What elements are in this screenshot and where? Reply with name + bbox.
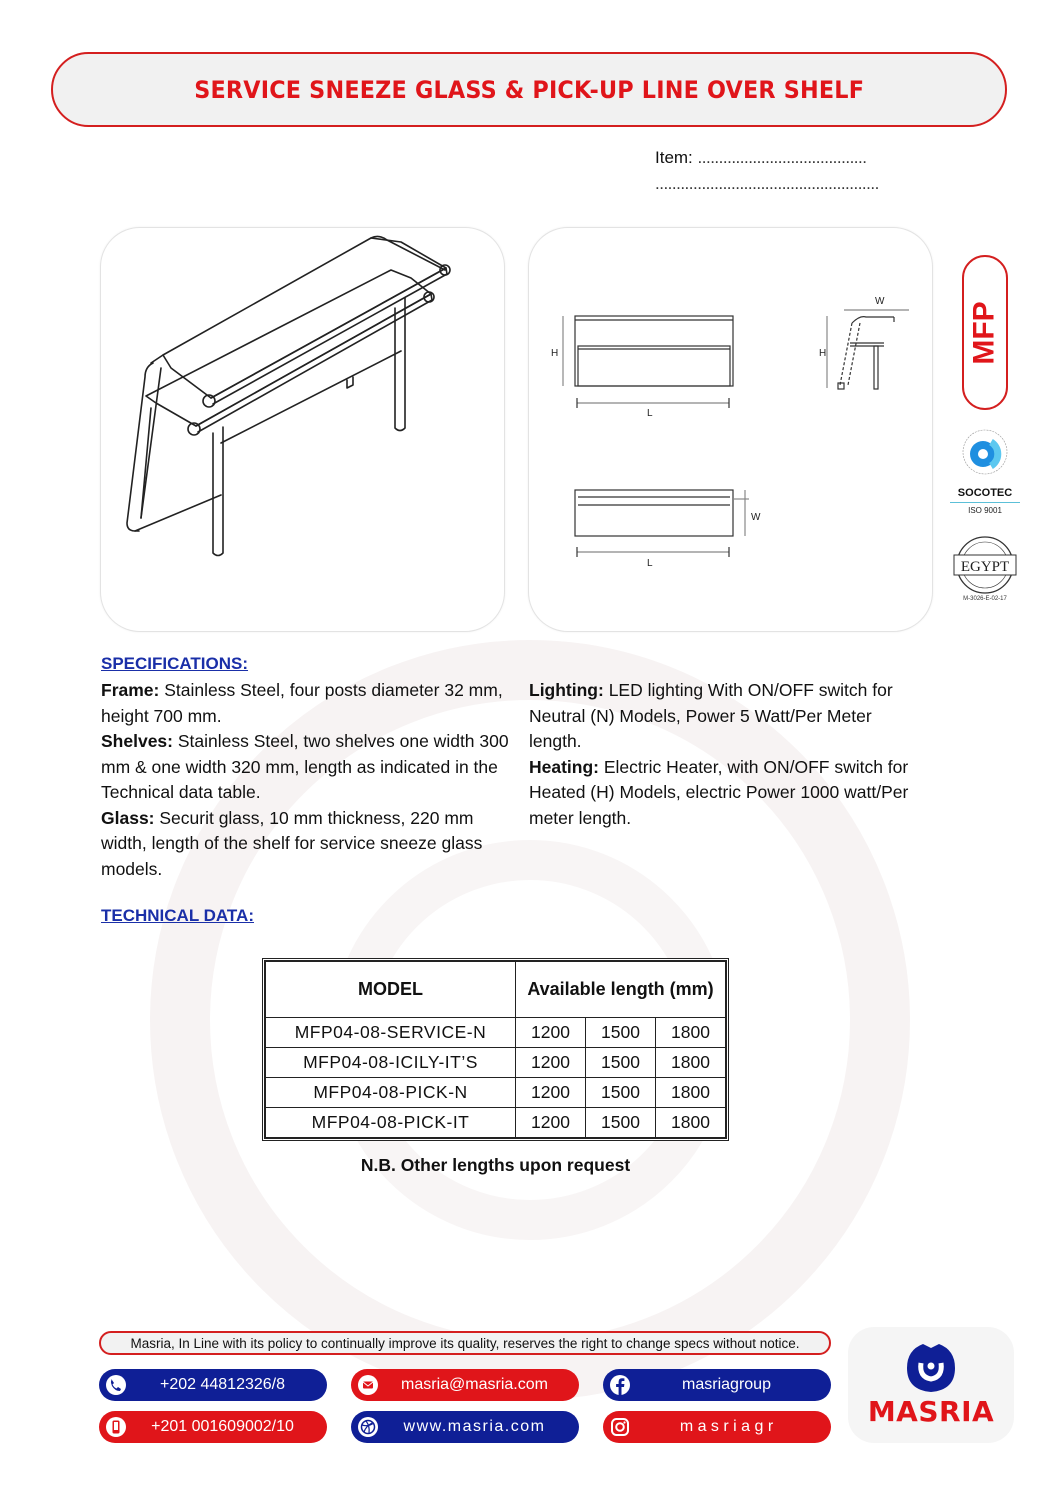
phone-icon [104, 1373, 128, 1397]
series-code-badge [962, 255, 1008, 410]
spec-item [529, 757, 908, 828]
series-code-text: MFP [968, 300, 1002, 365]
instagram-contact[interactable] [603, 1411, 831, 1443]
facebook-icon [608, 1373, 632, 1397]
lengths-note: N.B. Other lengths upon request [360, 1155, 631, 1175]
socotec-icon [955, 420, 1015, 480]
website-contact[interactable] [351, 1411, 579, 1443]
disclaimer-banner [99, 1331, 831, 1355]
page-title: SERVICE SNEEZE GLASS & PICK-UP LINE OVER SHELF [194, 75, 864, 104]
spec-label-lighting: Lighting: [529, 680, 604, 700]
length-cell: 1800 [655, 1078, 725, 1108]
spec-text-heating: Electric Heater, with ON/OFF switch for Heated (H) Models, electric Power 1000 watt/Per meter length. [529, 756, 909, 828]
model-cell: MFP04-08-ICILY-IT’S [266, 1048, 516, 1078]
item-field-dots: ........................................ [697, 148, 867, 167]
email-contact[interactable] [351, 1369, 579, 1401]
email-text: masria@masria.com [401, 1376, 548, 1393]
mobile-contact[interactable] [99, 1411, 327, 1443]
phone-text: +202 44812326/8 [159, 1376, 285, 1393]
spec-item [101, 731, 509, 802]
spec-label-shelves: Shelves: [101, 731, 173, 751]
masria-wordmark: MASRIA [867, 1394, 995, 1428]
technical-views-card [528, 227, 933, 632]
perspective-image-card [100, 227, 505, 632]
specifications-right-column [529, 678, 929, 831]
egypt-text: EGYPT [960, 559, 1010, 575]
length-cell: 1800 [655, 1018, 725, 1048]
specifications-left-column [101, 678, 516, 882]
table-row [266, 1018, 726, 1048]
masria-logo-icon [901, 1343, 961, 1393]
length-cell: 1500 [585, 1078, 655, 1108]
masria-logo-card[interactable] [848, 1327, 1014, 1443]
web-icon [356, 1415, 380, 1439]
length-cell: 1500 [585, 1018, 655, 1048]
spec-label-heating: Heating: [529, 756, 599, 777]
technical-dimension-drawings [529, 228, 934, 633]
socotec-certification-logo [945, 420, 1025, 520]
item-field-row-2[interactable] [655, 174, 945, 200]
shelf-isometric-drawing [101, 228, 506, 633]
length-cell: 1500 [585, 1108, 655, 1138]
table-row [266, 1048, 726, 1078]
specifications-heading: SPECIFICATIONS: [101, 654, 249, 673]
title-banner [51, 52, 1007, 127]
spec-text-frame: Stainless Steel, four posts diameter 32 mm, height 700 mm. [101, 680, 503, 726]
website-text: www.masria.com [403, 1418, 546, 1435]
top-view-width-label: W [751, 512, 761, 523]
length-cell: 1500 [585, 1048, 655, 1078]
side-view-width-label: W [875, 296, 885, 307]
table-row [266, 1108, 726, 1138]
side-view-height-label: H [819, 348, 827, 359]
instagram-icon [608, 1415, 632, 1439]
facebook-contact[interactable] [603, 1369, 831, 1401]
spec-label-frame: Frame: [101, 680, 160, 700]
instagram-text: m a s r i a g r [679, 1418, 774, 1435]
item-label: Item: [655, 148, 693, 167]
length-cell: 1200 [516, 1048, 586, 1078]
spec-item [101, 808, 482, 879]
model-cell: MFP04-08-SERVICE-N [266, 1018, 516, 1048]
length-cell: 1200 [516, 1108, 586, 1138]
egypt-stamp-icon [948, 532, 1022, 602]
length-cell: 1800 [655, 1108, 725, 1138]
length-cell: 1200 [516, 1018, 586, 1048]
column-header-model: MODEL [266, 962, 516, 1018]
column-header-length: Available length (mm) [516, 962, 726, 1018]
made-in-egypt-stamp [948, 532, 1022, 602]
table-row [266, 1078, 726, 1108]
disclaimer-text: Masria, In Line with its policy to continually improve its quality, reserves the right to change specs without notice. [130, 1335, 800, 1351]
spec-item [101, 680, 503, 726]
item-field-dots-2: ..................................................... [655, 174, 879, 193]
spec-text-lighting: LED lighting With ON/OFF switch for Neutral (N) Models, Power 5 Watt/Per Meter length. [529, 680, 893, 751]
facebook-text: masriagroup [682, 1376, 771, 1393]
mobile-text: +201 001609002/10 [151, 1418, 294, 1435]
model-cell: MFP04-08-PICK-IT [266, 1108, 516, 1138]
table-header-row [266, 962, 726, 1018]
model-cell: MFP04-08-PICK-N [266, 1078, 516, 1108]
top-view-length-label: L [647, 558, 653, 569]
spec-text-glass: Securit glass, 10 mm thickness, 220 mm width, length of the shelf for service sneeze glass models. [101, 807, 483, 879]
length-cell: 1800 [655, 1048, 725, 1078]
spec-text-shelves: Stainless Steel, two shelves one width 300 mm & one width 320 mm, length as indicated in the Technical data table. [101, 731, 509, 802]
front-view-height-label: H [551, 348, 559, 359]
technical-data-table [262, 958, 729, 1141]
spec-label-glass: Glass: [101, 807, 155, 828]
iso-label: ISO 9001 [968, 506, 1002, 515]
phone-contact[interactable] [99, 1369, 327, 1401]
mobile-icon [104, 1415, 128, 1439]
egypt-code: M-3026-E-02-17 [963, 596, 1007, 602]
email-icon [356, 1373, 380, 1397]
spec-item [529, 680, 893, 751]
front-view-length-label: L [647, 408, 653, 419]
item-field-block [655, 148, 945, 200]
socotec-name: SOCOTEC [957, 487, 1013, 499]
length-cell: 1200 [516, 1078, 586, 1108]
technical-data-heading: TECHNICAL DATA: [101, 906, 254, 925]
socotec-divider [950, 502, 1020, 503]
item-field-row-1[interactable] [655, 148, 945, 174]
